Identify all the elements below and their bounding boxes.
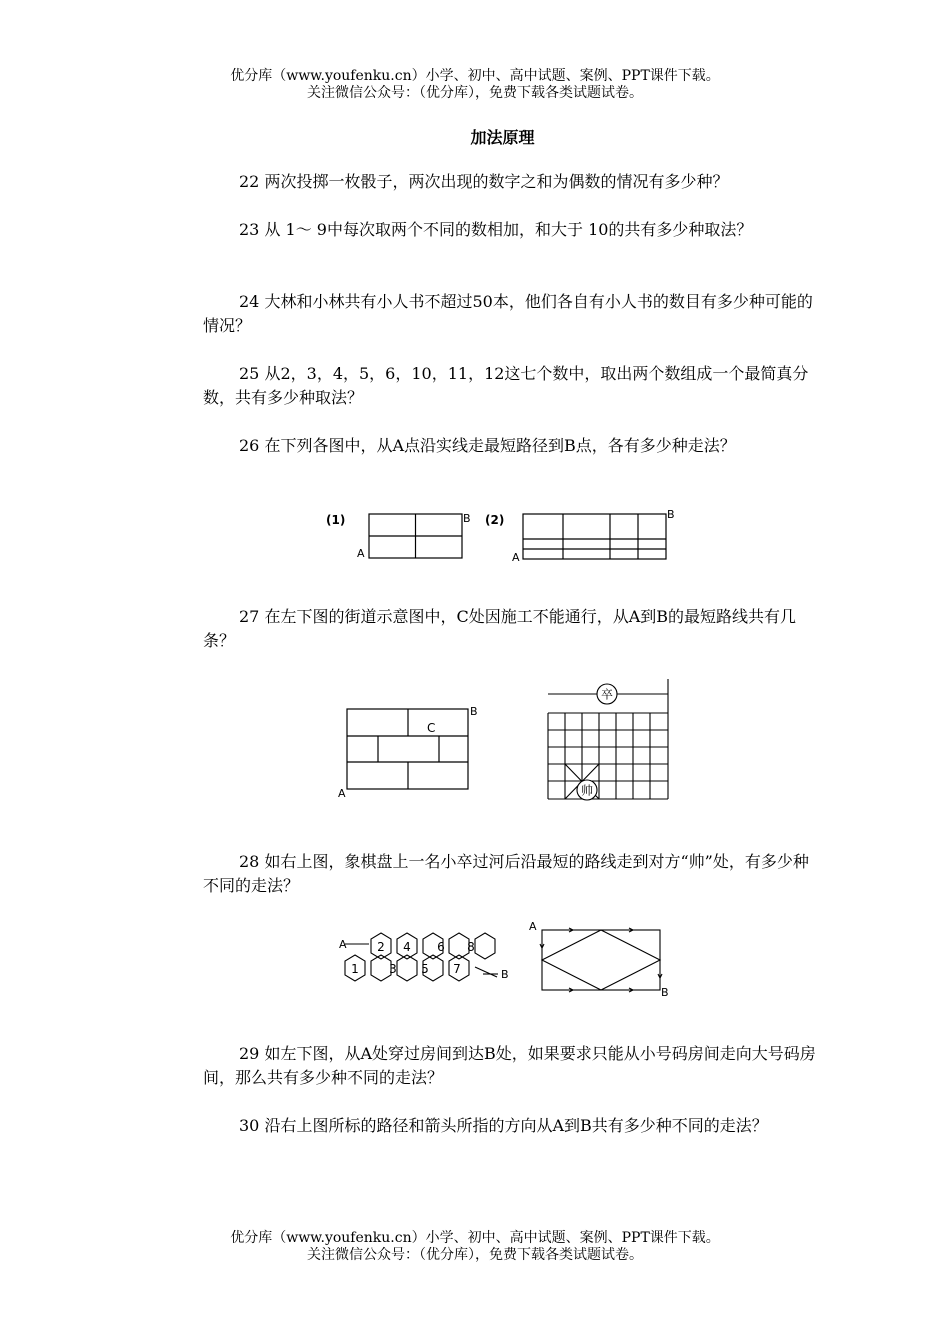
page-header <box>0 68 950 102</box>
question-text: 如左下图，从A处穿过房间到达B处，如果要求只能从小号码房间走向大号码房间，那么共有多少种不同的走法？ <box>203 1044 816 1087</box>
figure-30-paths <box>525 918 675 998</box>
question-29 <box>203 1042 818 1090</box>
question-30 <box>203 1114 818 1138</box>
question-number: 22 <box>239 172 260 191</box>
figure-26-label-1: (1) <box>326 513 346 527</box>
figure-27-c-label: C <box>427 721 436 735</box>
general-piece: 帅 <box>580 783 594 798</box>
question-25 <box>203 362 818 410</box>
room-3: 3 <box>389 962 397 976</box>
room-4: 4 <box>403 940 411 954</box>
question-text: 在下列各图中，从A点沿实线走最短路径到B点，各有多少种走法？ <box>264 436 736 455</box>
question-24 <box>203 290 818 338</box>
question-number: 26 <box>239 436 260 455</box>
question-number: 23 <box>239 220 260 239</box>
figure-29-hex-rooms <box>335 925 515 1000</box>
question-26 <box>203 434 818 458</box>
figure-26-grids <box>320 505 690 570</box>
room-7: 7 <box>453 962 461 976</box>
question-22 <box>203 170 818 194</box>
header-line-1: 优分库（www.youfenku.cn）小学、初中、高中试题、案例、PPT课件下载。 <box>230 68 720 84</box>
figure-26-a-label-1: A <box>357 547 365 560</box>
figure-29-b-label: B <box>501 968 509 981</box>
question-number: 24 <box>239 292 260 311</box>
question-text: 大林和小林共有小人书不超过50本，他们各自有小人书的数目有多少种可能的情况？ <box>203 292 813 335</box>
room-5: 5 <box>421 962 429 976</box>
question-number: 25 <box>239 364 260 383</box>
question-23 <box>203 218 818 242</box>
question-text: 从 1～ 9中每次取两个不同的数相加，和大于 10的共有多少种取法？ <box>264 220 753 239</box>
header-line-2: 关注微信公众号：（优分库），免费下载各类试题试卷。 <box>307 85 643 101</box>
soldier-piece: 卒 <box>600 687 614 702</box>
footer-line-1: 优分库（www.youfenku.cn）小学、初中、高中试题、案例、PPT课件下载。 <box>230 1230 720 1246</box>
question-27 <box>203 605 818 653</box>
room-1: 1 <box>351 962 359 976</box>
question-text: 从2，3，4，5，6，10，11，12这七个数中，取出两个数组成一个最简真分数，共有多少种取法？ <box>203 364 809 407</box>
page-title: 加法原理 <box>470 128 535 147</box>
figure-30-a-label: A <box>529 920 537 933</box>
page-footer <box>0 1230 950 1264</box>
question-text: 如右上图，象棋盘上一名小卒过河后沿最短的路线走到对方“帅”处，有多少种不同的走法？ <box>203 852 809 895</box>
question-text: 在左下图的街道示意图中，C处因施工不能通行，从A到B的最短路线共有几条？ <box>203 607 797 650</box>
question-number: 27 <box>239 607 260 626</box>
figure-26-a-label-2: A <box>512 551 520 564</box>
question-28 <box>203 850 818 898</box>
figure-28-chess-board <box>540 675 680 805</box>
footer-line-2: 关注微信公众号：（优分库），免费下载各类试题试卷。 <box>307 1247 643 1263</box>
figure-26-b-label-2: B <box>667 508 675 521</box>
figure-30-b-label: B <box>661 986 669 999</box>
question-text: 沿右上图所标的路径和箭头所指的方向从A到B共有多少种不同的走法？ <box>264 1116 768 1135</box>
figure-26-label-2: (2) <box>485 513 505 527</box>
figure-27-street-map <box>330 700 490 800</box>
figure-27-a-label: A <box>338 787 346 800</box>
figure-26-b-label-1: B <box>463 512 471 525</box>
question-text: 两次投掷一枚骰子，两次出现的数字之和为偶数的情况有多少种？ <box>264 172 729 191</box>
question-number: 30 <box>239 1116 260 1135</box>
room-6: 6 <box>437 940 445 954</box>
figure-27-b-label: B <box>470 705 478 718</box>
question-number: 29 <box>239 1044 260 1063</box>
room-8: 8 <box>467 940 475 954</box>
question-number: 28 <box>239 852 260 871</box>
room-2: 2 <box>377 940 385 954</box>
figure-29-a-label: A <box>339 938 347 951</box>
